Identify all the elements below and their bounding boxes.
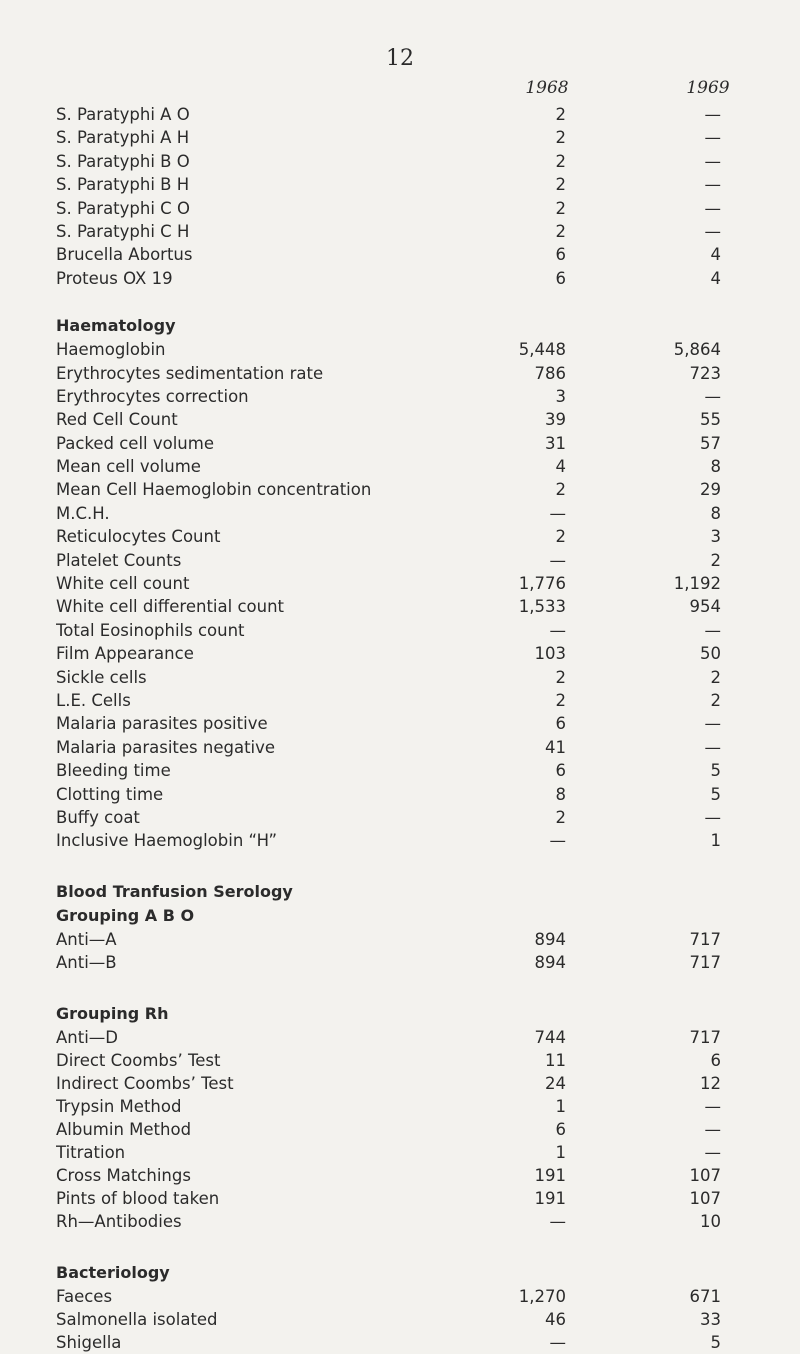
value-1969: 107 bbox=[689, 1165, 721, 1185]
value-1969: — bbox=[704, 1142, 721, 1162]
value-1969: 57 bbox=[700, 433, 721, 453]
table-row bbox=[56, 338, 756, 361]
row-label: S. Paratyphi B H bbox=[56, 175, 190, 195]
table-row bbox=[56, 267, 756, 290]
value-1969: — bbox=[704, 198, 721, 218]
column-header-1968: 1968 bbox=[525, 78, 569, 98]
row-label: S. Paratyphi C O bbox=[56, 198, 190, 218]
table-row bbox=[56, 126, 756, 149]
value-1969: 5 bbox=[710, 761, 721, 781]
section-1 bbox=[56, 314, 756, 853]
page-number: 12 bbox=[386, 46, 414, 71]
row-label: Sickle cells bbox=[56, 667, 147, 687]
value-1968: — bbox=[549, 1211, 566, 1231]
table-row bbox=[56, 1164, 756, 1187]
value-1968: 1,270 bbox=[518, 1286, 566, 1306]
row-label: Salmonella isolated bbox=[56, 1309, 218, 1329]
value-1968: 2 bbox=[555, 807, 566, 827]
row-label: Shigella bbox=[56, 1332, 122, 1352]
table-row bbox=[56, 220, 756, 243]
table-row bbox=[56, 666, 756, 689]
value-1968: 191 bbox=[534, 1165, 566, 1185]
value-1969: — bbox=[704, 737, 721, 757]
table-row bbox=[56, 362, 756, 385]
value-1969: 3 bbox=[710, 527, 721, 547]
value-1969: 4 bbox=[710, 245, 721, 265]
table-row bbox=[56, 928, 756, 951]
value-1969: 33 bbox=[700, 1309, 721, 1329]
value-1968: 1 bbox=[555, 1142, 566, 1162]
table-row bbox=[56, 525, 756, 548]
value-1969: — bbox=[704, 807, 721, 827]
value-1968: 6 bbox=[555, 268, 566, 288]
table-row bbox=[56, 689, 756, 712]
value-1968: 2 bbox=[555, 128, 566, 148]
row-label: L.E. Cells bbox=[56, 690, 131, 710]
value-1969: 717 bbox=[689, 1027, 721, 1047]
value-1968: 1,776 bbox=[518, 574, 566, 594]
value-1968: 894 bbox=[534, 929, 566, 949]
row-label: Direct Coombs’ Test bbox=[56, 1050, 221, 1070]
table-row bbox=[56, 502, 756, 525]
table-row bbox=[56, 103, 756, 126]
row-label: Inclusive Haemoglobin “H” bbox=[56, 831, 278, 851]
value-1969: — bbox=[704, 221, 721, 241]
value-1968: 4 bbox=[555, 457, 566, 477]
table-row bbox=[56, 712, 756, 735]
value-1969: 717 bbox=[689, 929, 721, 949]
row-label: Total Eosinophils count bbox=[56, 620, 245, 640]
table-row bbox=[56, 806, 756, 829]
row-label: Faeces bbox=[56, 1286, 113, 1306]
table-row bbox=[56, 173, 756, 196]
value-1969: — bbox=[704, 386, 721, 406]
value-1968: 31 bbox=[545, 433, 566, 453]
table-row bbox=[56, 1187, 756, 1210]
row-label: Packed cell volume bbox=[56, 433, 214, 453]
value-1968: 39 bbox=[545, 410, 566, 430]
value-1968: 2 bbox=[555, 527, 566, 547]
row-label: Erythrocytes correction bbox=[56, 386, 249, 406]
table-row bbox=[56, 1210, 756, 1233]
table-row bbox=[56, 432, 756, 455]
row-label: Mean cell volume bbox=[56, 457, 201, 477]
value-1969: 50 bbox=[700, 644, 721, 664]
table-row bbox=[56, 829, 756, 852]
table-row bbox=[56, 951, 756, 974]
row-label: Trypsin Method bbox=[56, 1096, 182, 1116]
value-1969: — bbox=[704, 714, 721, 734]
value-1969: — bbox=[704, 1119, 721, 1139]
row-label: Haemoglobin bbox=[56, 340, 166, 360]
value-1969: 5 bbox=[710, 1332, 721, 1352]
value-1968: 2 bbox=[555, 667, 566, 687]
row-label: Anti—D bbox=[56, 1027, 119, 1047]
table-row bbox=[56, 549, 756, 572]
value-1968: 786 bbox=[534, 363, 566, 383]
table-row bbox=[56, 1095, 756, 1118]
value-1968: 6 bbox=[555, 761, 566, 781]
column-header-1969: 1969 bbox=[686, 78, 730, 98]
section-3 bbox=[56, 1002, 756, 1233]
section-heading: Haematology bbox=[56, 316, 176, 336]
table-row bbox=[56, 1118, 756, 1141]
value-1969: 2 bbox=[710, 550, 721, 570]
value-1969: 2 bbox=[710, 667, 721, 687]
table-row bbox=[56, 1331, 756, 1354]
value-1969: 6 bbox=[710, 1050, 721, 1070]
value-1969: 10 bbox=[700, 1211, 721, 1231]
value-1968: 5,448 bbox=[518, 340, 566, 360]
value-1969: — bbox=[704, 175, 721, 195]
row-label: S. Paratyphi B O bbox=[56, 151, 190, 171]
value-1968: — bbox=[549, 550, 566, 570]
table-row bbox=[56, 1285, 756, 1308]
value-1968: 2 bbox=[555, 105, 566, 124]
row-label: White cell count bbox=[56, 574, 190, 594]
row-label: Buffy coat bbox=[56, 807, 140, 827]
table-row bbox=[56, 1026, 756, 1049]
section-subheading: Grouping A B O bbox=[56, 905, 195, 925]
value-1969: 5 bbox=[710, 784, 721, 804]
value-1968: 1,533 bbox=[518, 597, 566, 617]
value-1968: 6 bbox=[555, 1119, 566, 1139]
value-1969: 671 bbox=[689, 1286, 721, 1306]
row-label: Erythrocytes sedimentation rate bbox=[56, 363, 324, 383]
value-1969: 1 bbox=[710, 831, 721, 851]
value-1969: 5,864 bbox=[673, 340, 721, 360]
value-1969: 8 bbox=[710, 457, 721, 477]
value-1968: 8 bbox=[555, 784, 566, 804]
row-label: Red Cell Count bbox=[56, 410, 178, 430]
value-1968: 2 bbox=[555, 480, 566, 500]
row-label: Malaria parasites negative bbox=[56, 737, 276, 757]
value-1968: 6 bbox=[555, 245, 566, 265]
value-1968: 103 bbox=[534, 644, 566, 664]
table-row bbox=[56, 150, 756, 173]
table-row bbox=[56, 736, 756, 759]
row-label: Clotting time bbox=[56, 784, 164, 804]
table-row bbox=[56, 243, 756, 266]
section-heading: Grouping Rh bbox=[56, 1003, 169, 1023]
value-1969: 717 bbox=[689, 952, 721, 972]
value-1969: 723 bbox=[689, 363, 721, 383]
value-1969: 55 bbox=[700, 410, 721, 430]
table-row bbox=[56, 197, 756, 220]
value-1969: 12 bbox=[700, 1073, 721, 1093]
section-4 bbox=[56, 1261, 756, 1354]
section-2 bbox=[56, 880, 756, 974]
value-1969: 2 bbox=[710, 690, 721, 710]
value-1969: — bbox=[704, 105, 721, 124]
row-label: Proteus OX 19 bbox=[56, 268, 173, 288]
value-1968: 41 bbox=[545, 737, 566, 757]
row-label: Bleeding time bbox=[56, 761, 171, 781]
value-1969: — bbox=[704, 128, 721, 148]
value-1968: 46 bbox=[545, 1309, 566, 1329]
value-1968: 894 bbox=[534, 952, 566, 972]
table-row bbox=[56, 1308, 756, 1331]
row-label: Anti—B bbox=[56, 952, 117, 972]
row-label: Brucella Abortus bbox=[56, 245, 193, 265]
value-1968: 2 bbox=[555, 151, 566, 171]
value-1968: 6 bbox=[555, 714, 566, 734]
value-1968: — bbox=[549, 1332, 566, 1352]
value-1969: — bbox=[704, 151, 721, 171]
section-heading: Blood Tranfusion Serology bbox=[56, 881, 293, 901]
row-label: White cell differential count bbox=[56, 597, 285, 617]
value-1968: 1 bbox=[555, 1096, 566, 1116]
value-1969: 4 bbox=[710, 268, 721, 288]
row-label: Anti—A bbox=[56, 929, 117, 949]
row-label: M.C.H. bbox=[56, 503, 110, 523]
table-row bbox=[56, 619, 756, 642]
table-row bbox=[56, 759, 756, 782]
value-1968: 11 bbox=[545, 1050, 566, 1070]
table-row bbox=[56, 1141, 756, 1164]
value-1969: 954 bbox=[689, 597, 721, 617]
row-label: Albumin Method bbox=[56, 1119, 192, 1139]
section-0 bbox=[56, 103, 756, 290]
row-label: Mean Cell Haemoglobin concentration bbox=[56, 480, 372, 500]
value-1968: 2 bbox=[555, 198, 566, 218]
row-label: S. Paratyphi A O bbox=[56, 105, 190, 124]
value-1969: — bbox=[704, 1096, 721, 1116]
value-1969: 8 bbox=[710, 503, 721, 523]
row-label: S. Paratyphi A H bbox=[56, 128, 190, 148]
table-row bbox=[56, 595, 756, 618]
row-label: Pints of blood taken bbox=[56, 1188, 220, 1208]
value-1969: 29 bbox=[700, 480, 721, 500]
row-label: Titration bbox=[56, 1142, 126, 1162]
statistics-table bbox=[56, 103, 756, 1354]
row-label: Film Appearance bbox=[56, 644, 194, 664]
value-1968: 2 bbox=[555, 175, 566, 195]
value-1968: 3 bbox=[555, 386, 566, 406]
value-1968: 24 bbox=[545, 1073, 566, 1093]
row-label: Cross Matchings bbox=[56, 1165, 191, 1185]
value-1969: 107 bbox=[689, 1188, 721, 1208]
row-label: Rh—Antibodies bbox=[56, 1211, 182, 1231]
table-row bbox=[56, 385, 756, 408]
value-1968: 744 bbox=[534, 1027, 566, 1047]
table-row bbox=[56, 642, 756, 665]
value-1968: — bbox=[549, 831, 566, 851]
value-1968: — bbox=[549, 620, 566, 640]
value-1968: — bbox=[549, 503, 566, 523]
value-1968: 2 bbox=[555, 221, 566, 241]
row-label: Indirect Coombs’ Test bbox=[56, 1073, 234, 1093]
value-1968: 191 bbox=[534, 1188, 566, 1208]
table-row bbox=[56, 572, 756, 595]
table-row bbox=[56, 408, 756, 431]
table-row bbox=[56, 455, 756, 478]
table-row bbox=[56, 783, 756, 806]
value-1969: 1,192 bbox=[673, 574, 721, 594]
section-heading: Bacteriology bbox=[56, 1262, 170, 1282]
value-1968: 2 bbox=[555, 690, 566, 710]
table-row bbox=[56, 1049, 756, 1072]
table-row bbox=[56, 478, 756, 501]
row-label: Malaria parasites positive bbox=[56, 714, 268, 734]
value-1969: — bbox=[704, 620, 721, 640]
row-label: Platelet Counts bbox=[56, 550, 182, 570]
row-label: Reticulocytes Count bbox=[56, 527, 221, 547]
row-label: S. Paratyphi C H bbox=[56, 221, 190, 241]
table-row bbox=[56, 1072, 756, 1095]
